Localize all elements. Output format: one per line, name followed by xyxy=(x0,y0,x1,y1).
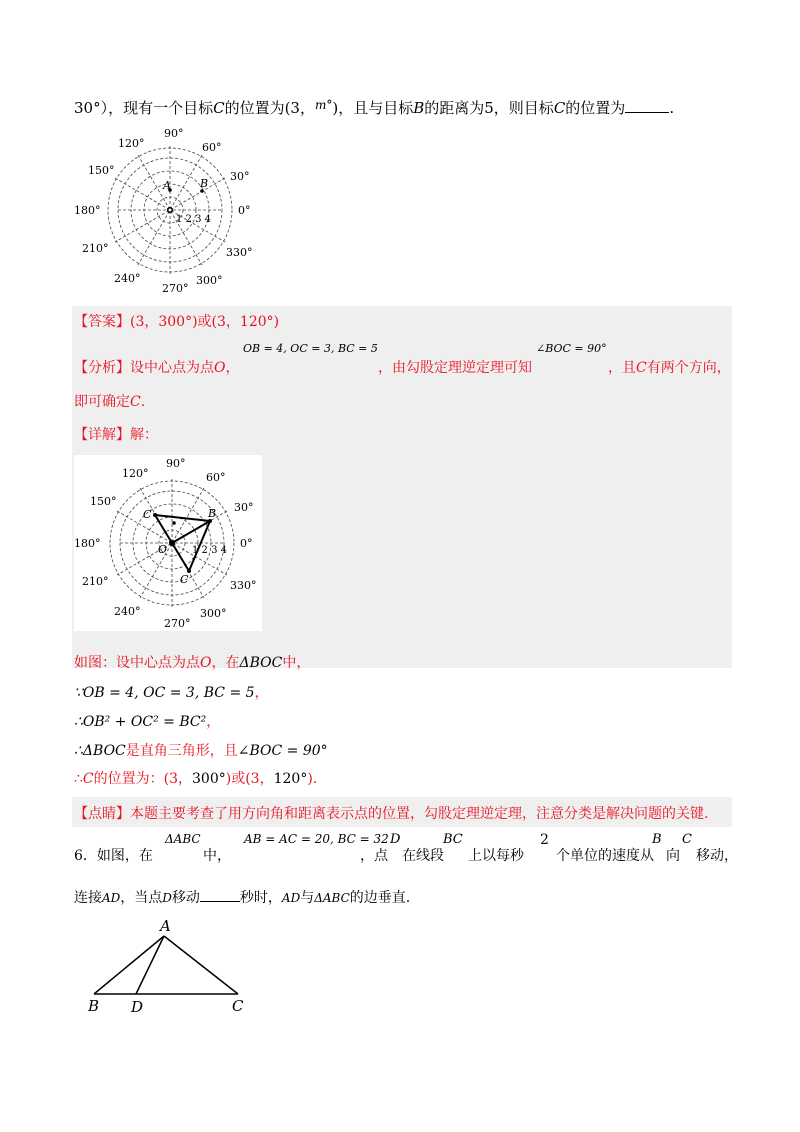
detail-label: 【详解】 xyxy=(74,427,130,443)
answer-text: (3，300°)或(3，120°) xyxy=(130,314,280,330)
angle-label-240: 240° xyxy=(114,605,141,618)
s3-formula: ∴OB² + OC² = BC² xyxy=(74,714,207,730)
q6-var-c: C xyxy=(682,832,692,847)
point-label-b: B xyxy=(200,177,209,190)
q6-l2-ad2: AD xyxy=(281,891,301,905)
s5-therefore: ∴ xyxy=(74,771,83,787)
analysis-line-b xyxy=(378,357,532,377)
comment-line xyxy=(74,803,708,823)
angle-label-30: 30° xyxy=(234,501,254,514)
q6-l2-text-c: 移动 xyxy=(171,890,200,906)
vertex-label-a: A xyxy=(160,917,171,935)
question6-line-2 xyxy=(74,887,410,907)
q6-answer-blank[interactable] xyxy=(200,889,240,902)
s1-text-b: ，在 xyxy=(211,655,240,671)
triangle-figure xyxy=(84,915,254,1015)
angle-label-60: 60° xyxy=(202,141,222,154)
analysis-line-2 xyxy=(74,391,145,411)
q6-l2-text-e: 与 xyxy=(300,890,315,906)
answer-label: 【答案】 xyxy=(74,314,130,330)
analysis-comma: ， xyxy=(225,360,240,376)
ring-labels: 1 2 3 4 xyxy=(176,214,211,225)
q6-var-bc: BC xyxy=(443,832,463,847)
analysis-var-o: O xyxy=(214,360,226,376)
polar-figure-1 xyxy=(74,122,260,302)
question6-line-1 xyxy=(74,845,153,865)
angle-label-90: 90° xyxy=(164,127,184,140)
q6-l2-text-a: 连接 xyxy=(74,890,102,906)
comment-label: 【点睛】 xyxy=(74,806,130,822)
vertex-label-c: C xyxy=(232,997,244,1015)
solution-step-5 xyxy=(74,768,317,788)
angle-label-0: 0° xyxy=(238,204,251,217)
angle-label-270: 270° xyxy=(162,282,189,295)
angle-label-210: 210° xyxy=(82,242,109,255)
angle-label-60: 60° xyxy=(206,471,226,484)
s5-text-c: )或(3， xyxy=(225,771,274,787)
s5-text-d: ). xyxy=(307,771,318,787)
q5-text-f: 的位置为 xyxy=(565,99,626,117)
angle-label-300: 300° xyxy=(200,607,227,620)
analysis-formula-1: OB = 4, OC = 3, BC = 5 xyxy=(243,342,378,355)
q6-text-3: 上以每秒 xyxy=(468,848,524,864)
analysis-line xyxy=(74,357,239,377)
s2-end: ， xyxy=(254,685,269,701)
solution-step-3 xyxy=(74,711,220,731)
detail-line xyxy=(74,424,158,444)
q6-text-1: ，点 xyxy=(360,848,388,864)
angle-label-300: 300° xyxy=(196,274,223,287)
analysis-line2-var-c: C xyxy=(130,394,141,410)
q6-mid: 中， xyxy=(203,848,231,864)
angle-label-30: 30° xyxy=(230,170,250,183)
analysis-var-c: C xyxy=(636,360,647,376)
analysis-label: 【分析】 xyxy=(74,360,130,376)
q5-var-b: B xyxy=(413,99,425,117)
q6-l2-text-f: 的边垂直. xyxy=(349,890,411,906)
q5-text-b: 的位置为(3， xyxy=(224,99,315,117)
answer-line xyxy=(74,311,279,331)
s1-triangle: ΔBOC xyxy=(239,655,283,671)
q6-l2-text-d: 秒时， xyxy=(239,890,282,906)
q6-text-4: 个单位的速度从 xyxy=(556,848,654,864)
s1-text-a: 如图：设中心点为点 xyxy=(74,655,200,671)
q6-text-6: 移动， xyxy=(696,848,738,864)
analysis-line-c xyxy=(608,357,731,377)
q5-text-e: 的距离为5，则目标 xyxy=(424,99,554,117)
angle-label-330: 330° xyxy=(230,579,257,592)
comment-text: 本题主要考查了用方向角和距离表示点的位置，勾股定理逆定理，注意分类是解决问题的关键. xyxy=(130,806,709,822)
angle-label-240: 240° xyxy=(114,272,141,285)
solution-step-1 xyxy=(74,652,310,672)
q6-text-2: 在线段 xyxy=(402,848,444,864)
q6-var-d: D xyxy=(390,832,401,847)
q5-var-c: C xyxy=(213,99,225,117)
point-label-o: O xyxy=(158,543,168,556)
s1-var-o: O xyxy=(200,655,212,671)
point-label-b: B xyxy=(208,507,217,520)
ring-labels-2: 1 2 3 4 xyxy=(192,545,227,556)
q6-value-2: 2 xyxy=(540,832,549,848)
solution-step-2 xyxy=(74,682,269,702)
question5-line xyxy=(74,97,674,118)
solution-step-4 xyxy=(74,740,328,760)
q6-l2-triangle: ΔABC xyxy=(314,891,350,905)
q5-var-m: m° xyxy=(314,98,333,112)
q5-var-c2: C xyxy=(553,99,566,117)
q6-l2-ad: AD xyxy=(102,891,121,905)
analysis-text-d: 有两个方向， xyxy=(646,360,731,376)
q6-condition: AB = AC = 20, BC = 32 xyxy=(244,832,389,846)
s4-text: 是直角三角形，且 xyxy=(125,743,238,759)
point-label-a: A xyxy=(163,179,171,192)
q6-l2-text-b: ，当点 xyxy=(120,890,163,906)
s5-var-c: C xyxy=(82,771,94,787)
polar-figure-2 xyxy=(74,455,260,631)
angle-label-150: 150° xyxy=(90,495,117,508)
q5-text-d: )，且与目标 xyxy=(332,99,414,117)
analysis-text-b: ，由勾股定理逆定理可知 xyxy=(378,360,532,376)
angle-label-270: 270° xyxy=(164,617,191,630)
angle-label-180: 180° xyxy=(74,204,101,217)
s5-text-b: 的位置为：(3， xyxy=(93,771,193,787)
analysis-formula-2: ∠BOC = 90° xyxy=(536,342,607,355)
s2-formula: ∵OB = 4, OC = 3, BC = 5 xyxy=(74,685,255,701)
s3-end: ， xyxy=(206,714,221,730)
q6-var-b: B xyxy=(652,832,662,847)
angle-label-180: 180° xyxy=(74,537,101,550)
angle-label-90: 90° xyxy=(166,457,186,470)
answer-blank[interactable] xyxy=(625,100,669,113)
angle-label-0: 0° xyxy=(240,537,253,550)
q6-triangle: ΔABC xyxy=(165,832,201,846)
analysis-line2-text: 即可确定 xyxy=(74,394,130,410)
s4-triangle: ∴ΔBOC xyxy=(74,743,126,759)
q6-l2-d: D xyxy=(162,891,172,905)
point-label-c-upper: C xyxy=(143,508,152,521)
angle-label-150: 150° xyxy=(88,164,115,177)
vertex-label-d: D xyxy=(131,998,144,1016)
q6-number: 6．如图，在 xyxy=(74,848,153,864)
q5-text-a: 30°），现有一个目标 xyxy=(74,99,214,117)
angle-label-330: 330° xyxy=(226,246,253,259)
point-label-c-lower: C xyxy=(180,573,189,586)
s4-formula: ∠BOC = 90° xyxy=(237,743,328,759)
s5-value-2: 120° xyxy=(273,771,308,787)
s1-text-c: 中， xyxy=(282,655,311,671)
analysis-line2-end: . xyxy=(140,394,146,410)
detail-text: 解： xyxy=(130,427,158,443)
q6-text-5: 向 xyxy=(666,848,680,864)
angle-label-120: 120° xyxy=(118,137,145,150)
analysis-text-a: 设中心点为点 xyxy=(130,360,214,376)
vertex-label-b: B xyxy=(88,997,100,1015)
analysis-text-c: ，且 xyxy=(608,360,636,376)
q5-end: . xyxy=(669,99,675,117)
s5-value-1: 300° xyxy=(192,771,226,787)
angle-label-120: 120° xyxy=(122,467,149,480)
angle-label-210: 210° xyxy=(82,575,109,588)
